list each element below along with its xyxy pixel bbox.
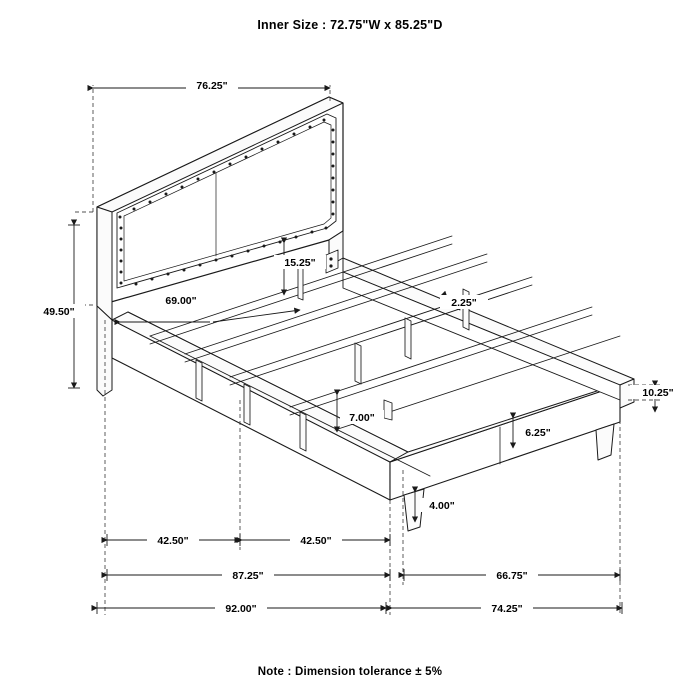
dim-label-rail-thickness: 2.25" [451, 297, 477, 309]
dim-label-overall-length: 92.00" [225, 603, 257, 615]
dim-label-side-rail-height: 10.25" [642, 387, 674, 399]
dim-label-bed-length: 87.25" [232, 570, 264, 582]
dim-label-footboard-depth: 66.75" [496, 570, 528, 582]
dim-label-overall-height: 49.50" [43, 306, 75, 318]
dim-label-slat-clearance: 7.00" [349, 412, 375, 424]
dim-label-inner-width: 69.00" [165, 295, 197, 307]
tolerance-note: Note : Dimension tolerance ± 5% [257, 666, 443, 678]
dim-label-leg-height: 4.00" [429, 500, 455, 512]
page-title: Inner Size : 72.75"W x 85.25"D [257, 18, 443, 32]
dim-label-half-length-left: 42.50" [157, 535, 189, 547]
bed-illustration [97, 97, 634, 531]
side-rail-near [112, 312, 408, 500]
dim-label-rail-depth: 6.25" [525, 427, 551, 439]
dim-label-overall-depth: 74.25" [491, 603, 523, 615]
dim-label-half-length-right: 42.50" [300, 535, 332, 547]
dim-label-headboard-width: 76.25" [196, 80, 228, 92]
dim-label-panel-height: 15.25" [284, 257, 316, 269]
